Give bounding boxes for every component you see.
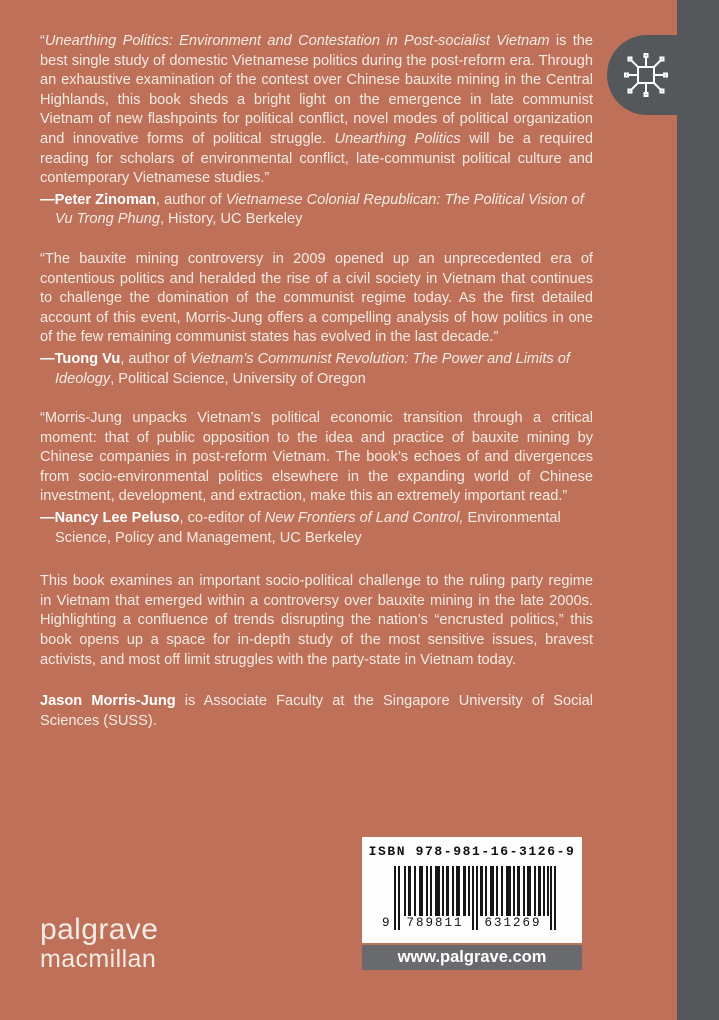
wordmark-macmillan: macmillan bbox=[40, 945, 157, 973]
book-description: This book examines an important socio-political challenge to the ruling party regime in Vietnam that emerged within a controversy over bauxite mining in the late 2000s. Highlighting a confluence of trends disrupting the nation’s “encrusted politics,” this book opens up a space for in-depth study of the most sensitive issues, bravest activists, and most off limit struggles with the party-state in Vietnam today. bbox=[40, 573, 593, 668]
quote-attribution: —Nancy Lee Peluso, co-editor of New Frontiers of Land Control, Environmental Science, Policy and Management, UC Berkeley bbox=[40, 510, 561, 546]
quote-attribution: —Peter Zinoman, author of Vietnamese Colonial Republican: The Political Vision of Vu Trong Phung, History, UC Berkeley bbox=[40, 191, 584, 228]
palgrave-macmillan-wordmark bbox=[40, 914, 158, 973]
network-node-icon bbox=[622, 51, 670, 99]
barcode-block bbox=[362, 837, 582, 943]
right-edge-gray-band bbox=[677, 0, 719, 1020]
back-cover-text-column bbox=[40, 32, 593, 731]
isbn-label: ISBN 978-981-16-3126-9 bbox=[368, 844, 576, 859]
quote-attribution: —Tuong Vu, author of Vietnam’s Communist Revolution: The Power and Limits of Ideology, Political Science, University of Oregon bbox=[40, 350, 570, 387]
publisher-website-bar bbox=[362, 945, 582, 970]
endorsement-quote-1 bbox=[40, 32, 593, 230]
barcode-digit-group2: 631269 bbox=[484, 916, 542, 930]
quote-body: “The bauxite mining controversy in 2009 opened up an unprecedented era of contentious politics and heralded the rise of a civil society in Vietnam that continues to challenge the domination of the communist regime today. As the first detailed account of this event, Morris-Jung offers a compelling analysis of how politics in one of the few remaining communist states has evolved in the last decade.” bbox=[40, 250, 593, 346]
barcode-bars bbox=[384, 866, 560, 930]
barcode-digit-left: 9 bbox=[382, 916, 392, 930]
barcode-digit-group1: 789811 bbox=[406, 916, 464, 930]
author-bio: Jason Morris-Jung is Associate Faculty at the Singapore University of Social Sciences (SUSS). bbox=[40, 693, 593, 729]
quote-body: “Morris-Jung unpacks Vietnam’s political economic transition through a critical moment: that of public opposition to the idea and practice of bauxite mining by Chinese companies in post-reform Vietnam. The book’s echoes of and divergences from socio-environmental politics elsewhere in the expanding world of Chinese investment, development, and extraction, make this an extremely important read.” bbox=[40, 410, 593, 505]
endorsement-quote-3 bbox=[40, 409, 593, 548]
quote-body: “Unearthing Politics: Environment and Contestation in Post-socialist Vietnam is the best single study of domestic Vietnamese politics during the post-reform era. Through an exhaustive examination of the contest over Chinese bauxite mining in the Central Highlands, this book sheds a bright light on the emergence in late communist Vietnam of new flashpoints for political conflict, novel modes of political organization and innovative forms of political struggle. Unearthing Politics will be a required reading for scholars of environmental conflict, late-communist political culture and contemporary Vietnamese studies.” bbox=[40, 33, 593, 187]
wordmark-palgrave: palgrave bbox=[40, 913, 159, 946]
publisher-website: www.palgrave.com bbox=[397, 948, 547, 966]
endorsement-quote-2 bbox=[40, 250, 593, 389]
